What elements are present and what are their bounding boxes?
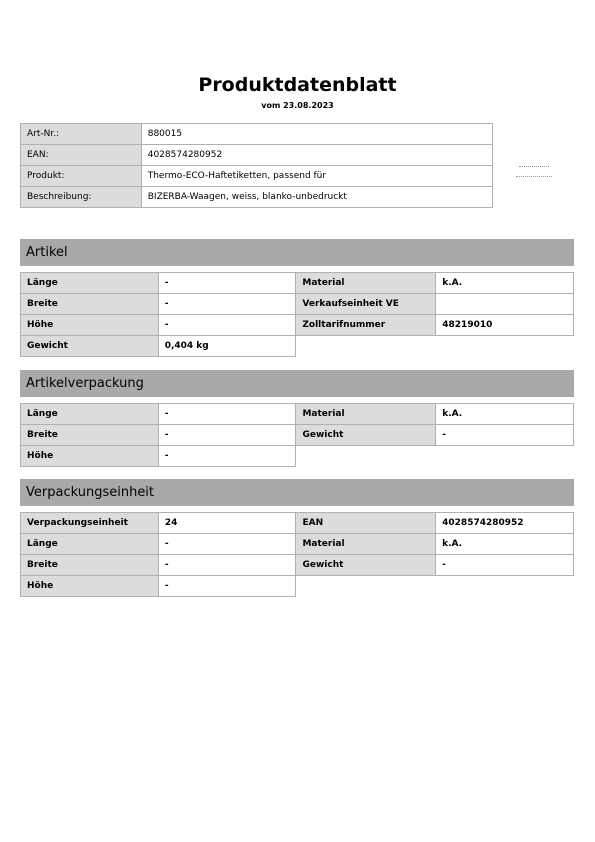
field-label: Höhe — [21, 576, 159, 597]
artikel-table — [20, 272, 574, 357]
field-label: Länge — [21, 404, 159, 425]
field-label: Material — [296, 404, 436, 425]
verpackungseinheit-table — [20, 512, 574, 597]
table-row — [21, 294, 574, 315]
table-row — [21, 446, 574, 467]
field-value: 24 — [158, 513, 296, 534]
document-date: vom 23.08.2023 — [261, 101, 334, 110]
field-label: Höhe — [21, 446, 159, 467]
field-value: k.A. — [436, 273, 574, 294]
table-row — [21, 555, 574, 576]
product-image — [514, 166, 554, 188]
section-header-artikelverpackung: Artikelverpackung — [20, 370, 574, 397]
table-row — [21, 404, 574, 425]
empty-cell — [296, 576, 436, 597]
field-label: Produkt: — [21, 166, 142, 187]
field-value: - — [158, 315, 296, 336]
field-value: 0,404 kg — [158, 336, 296, 357]
field-value: - — [158, 273, 296, 294]
table-row — [21, 124, 493, 145]
empty-cell — [436, 336, 574, 357]
field-label: Art-Nr.: — [21, 124, 142, 145]
field-value: k.A. — [436, 404, 574, 425]
page-title: Produktdatenblatt — [198, 74, 397, 96]
section-header-verpackungseinheit: Verpackungseinheit — [20, 479, 574, 506]
field-value: 880015 — [141, 124, 492, 145]
empty-cell — [296, 446, 436, 467]
field-label: Verkaufseinheit VE — [296, 294, 436, 315]
field-label: Gewicht — [296, 425, 436, 446]
field-label: Länge — [21, 273, 159, 294]
field-value: - — [158, 404, 296, 425]
field-value: 48219010 — [436, 315, 574, 336]
table-row — [21, 513, 574, 534]
field-label: Gewicht — [296, 555, 436, 576]
field-label: Länge — [21, 534, 159, 555]
table-row — [21, 336, 574, 357]
field-value: BIZERBA-Waagen, weiss, blanko-unbedruckt — [141, 187, 492, 208]
field-label: EAN: — [21, 145, 142, 166]
table-row — [21, 145, 493, 166]
field-label: Gewicht — [21, 336, 159, 357]
field-label: Material — [296, 273, 436, 294]
field-label: EAN — [296, 513, 436, 534]
field-value: Thermo-ECO-Haftetiketten, passend für — [141, 166, 492, 187]
field-value: k.A. — [436, 534, 574, 555]
field-value: 4028574280952 — [436, 513, 574, 534]
field-value: - — [158, 294, 296, 315]
field-label: Höhe — [21, 315, 159, 336]
field-label: Breite — [21, 425, 159, 446]
field-value: - — [158, 555, 296, 576]
section-header-artikel: Artikel — [20, 239, 574, 266]
field-value — [436, 294, 574, 315]
table-row — [21, 187, 493, 208]
field-label: Material — [296, 534, 436, 555]
empty-cell — [436, 446, 574, 467]
field-value: - — [158, 576, 296, 597]
table-row — [21, 166, 493, 187]
field-value: - — [436, 425, 574, 446]
product-info-table — [20, 123, 493, 208]
field-value: - — [158, 446, 296, 467]
table-row — [21, 425, 574, 446]
field-label: Beschreibung: — [21, 187, 142, 208]
empty-cell — [436, 576, 574, 597]
field-value: - — [158, 534, 296, 555]
field-value: - — [436, 555, 574, 576]
table-row — [21, 534, 574, 555]
table-row — [21, 315, 574, 336]
field-label: Breite — [21, 294, 159, 315]
field-label: Verpackungseinheit — [21, 513, 159, 534]
field-value: - — [158, 425, 296, 446]
empty-cell — [296, 336, 436, 357]
field-label: Zolltarifnummer — [296, 315, 436, 336]
table-row — [21, 273, 574, 294]
artikelverpackung-table — [20, 403, 574, 467]
field-label: Breite — [21, 555, 159, 576]
table-row — [21, 576, 574, 597]
field-value: 4028574280952 — [141, 145, 492, 166]
